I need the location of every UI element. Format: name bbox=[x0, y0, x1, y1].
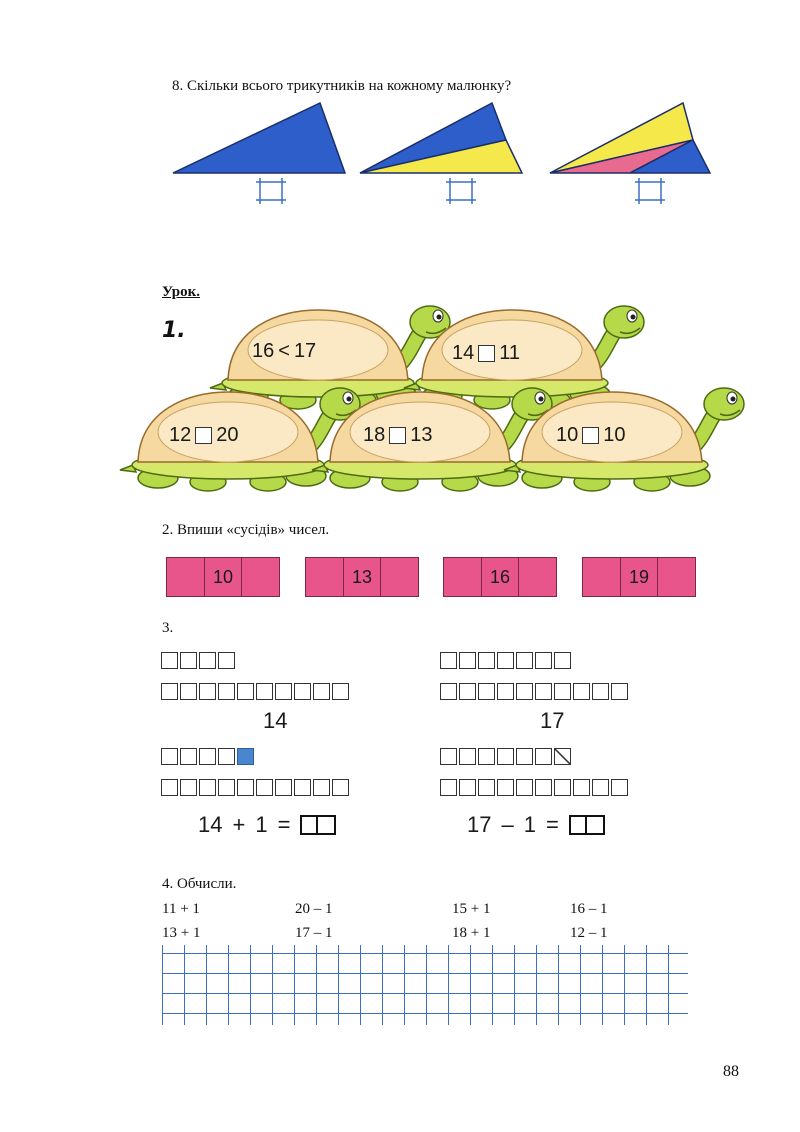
square-row bbox=[440, 683, 628, 700]
task1-number: 1. bbox=[162, 318, 186, 343]
page-number: 88 bbox=[723, 1063, 739, 1080]
removed-square bbox=[554, 748, 571, 765]
comparison-answer-box[interactable] bbox=[195, 427, 212, 444]
neighbors-strip-2 bbox=[305, 557, 419, 597]
expression: 16 – 1 bbox=[570, 901, 608, 917]
neighbor-number: 16 bbox=[482, 558, 520, 596]
square-row bbox=[161, 652, 235, 669]
expression: 20 – 1 bbox=[295, 901, 333, 917]
square-row bbox=[161, 779, 349, 796]
neighbor-right-input[interactable] bbox=[519, 558, 556, 596]
expression: 13 + 1 bbox=[162, 925, 201, 941]
comparison-answer-box[interactable] bbox=[582, 427, 599, 444]
neighbor-number: 13 bbox=[344, 558, 382, 596]
squares-count-right: 17 bbox=[540, 708, 565, 733]
neighbor-right-input[interactable] bbox=[381, 558, 418, 596]
answer-box[interactable] bbox=[300, 815, 336, 835]
turtle-1-comparison: 16 < 17 bbox=[252, 340, 317, 362]
added-square bbox=[237, 748, 254, 765]
expression: 17 – 1 bbox=[295, 925, 333, 941]
equation-left: 14 + 1 = bbox=[198, 812, 336, 838]
square-row bbox=[161, 683, 349, 700]
comparison-answer-box[interactable] bbox=[389, 427, 406, 444]
neighbors-strip-4 bbox=[582, 557, 696, 597]
neighbor-left-input[interactable] bbox=[583, 558, 621, 596]
neighbor-number: 19 bbox=[621, 558, 659, 596]
lesson-title: Урок. bbox=[162, 284, 201, 300]
neighbor-left-input[interactable] bbox=[167, 558, 205, 596]
answer-box[interactable] bbox=[569, 815, 605, 835]
comparison-sign: < bbox=[278, 340, 290, 362]
expression: 12 – 1 bbox=[570, 925, 608, 941]
task2-title: 2. Впиши «сусідів» чисел. bbox=[162, 522, 330, 538]
task3-title: 3. bbox=[162, 620, 174, 636]
expression: 18 + 1 bbox=[452, 925, 491, 941]
neighbor-right-input[interactable] bbox=[658, 558, 695, 596]
neighbor-number: 10 bbox=[205, 558, 243, 596]
turtle-5-comparison: 10 10 bbox=[556, 424, 626, 446]
neighbor-left-input[interactable] bbox=[306, 558, 344, 596]
square-row bbox=[440, 779, 628, 796]
square-row bbox=[440, 748, 571, 765]
answer-grid[interactable] bbox=[162, 945, 688, 1025]
squares-count-left: 14 bbox=[263, 708, 288, 733]
square-row bbox=[440, 652, 571, 669]
turtle-3-comparison: 12 20 bbox=[169, 424, 239, 446]
neighbor-right-input[interactable] bbox=[242, 558, 279, 596]
neighbors-strip-3 bbox=[443, 557, 557, 597]
task4-title: 4. Обчисли. bbox=[162, 876, 237, 892]
turtle-3 bbox=[120, 388, 360, 491]
square-row bbox=[161, 748, 254, 765]
neighbors-strip-1 bbox=[166, 557, 280, 597]
task8-question: 8. Скільки всього трикутників на кожному малюнку? bbox=[172, 78, 512, 94]
comparison-answer-box[interactable] bbox=[478, 345, 495, 362]
expression: 15 + 1 bbox=[452, 901, 491, 917]
turtle-4-comparison: 18 13 bbox=[363, 424, 433, 446]
expression: 11 + 1 bbox=[162, 901, 200, 917]
equation-right: 17 – 1 = bbox=[467, 812, 605, 838]
neighbor-left-input[interactable] bbox=[444, 558, 482, 596]
turtle-2-comparison: 14 11 bbox=[452, 342, 521, 364]
